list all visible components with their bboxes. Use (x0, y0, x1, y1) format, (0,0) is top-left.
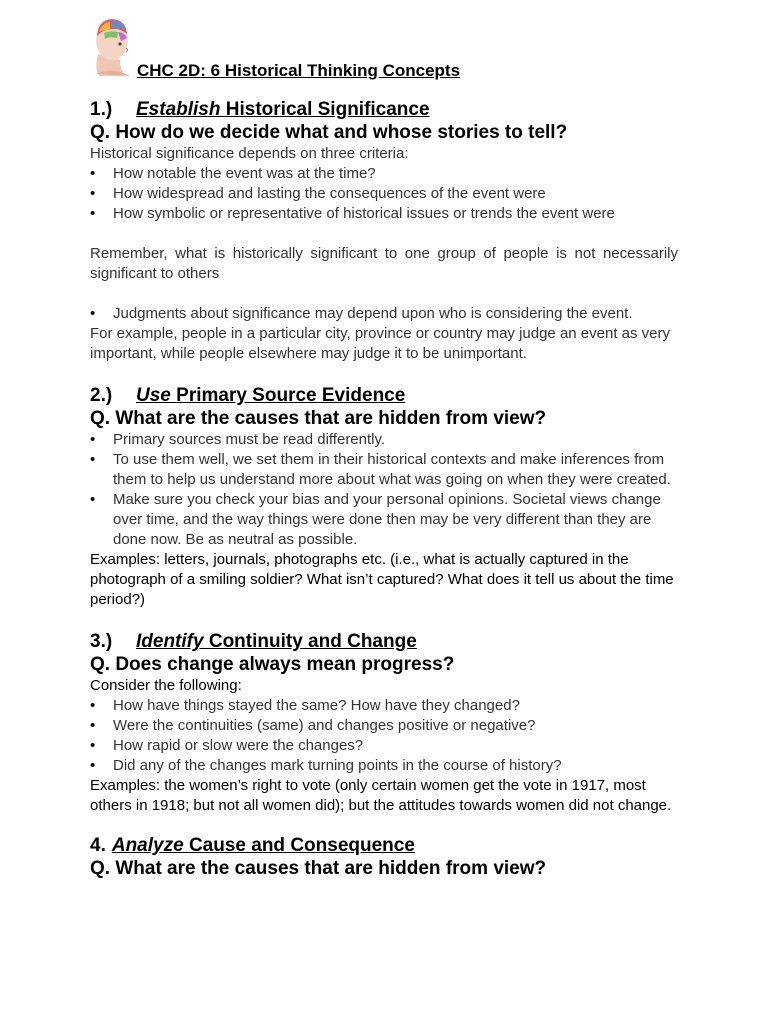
section-number: 2.) (90, 385, 113, 406)
list-item (90, 430, 678, 450)
list-item-text: Did any of the changes mark turning points in the course of history? (113, 757, 562, 774)
brain-head-icon (90, 14, 134, 76)
section-number: 4. (90, 835, 106, 856)
section-number: 3.) (90, 631, 113, 652)
bullet-list (90, 696, 678, 776)
list-item-text: How have things stayed the same? How have they changed? (113, 697, 520, 714)
list-item-text: Were the continuities (same) and changes positive or negative? (113, 717, 536, 734)
section-question: Q. How do we decide what and whose stories to tell? (90, 122, 568, 143)
section-topic: Continuity and Change (208, 631, 417, 652)
list-item (90, 304, 678, 324)
section-verb: Establish (136, 99, 221, 120)
list-item-text: Make sure you check your bias and your personal opinions. Societal views change over time, and the way things were done then may be very different than they are done now. Be as neutral as possible. (113, 491, 661, 548)
example-text: For example, people in a particular city, province or country may judge an event as very important, while people elsewhere may judge it to be unimportant. (90, 325, 671, 362)
section-question: Q. Does change always mean progress? (90, 654, 455, 675)
list-item (90, 184, 678, 204)
document-page (90, 0, 678, 880)
section-historical-significance (90, 98, 678, 364)
bullet-icon: • (90, 431, 96, 448)
section-continuity-and-change (90, 630, 678, 816)
bullet-icon: • (90, 737, 96, 754)
list-item-text: Judgments about significance may depend upon who is considering the event. (113, 305, 633, 322)
document-header (90, 0, 678, 98)
list-item (90, 716, 678, 736)
list-item-text: How widespread and lasting the consequences of the event were (113, 185, 546, 202)
list-item (90, 756, 678, 776)
bullet-icon: • (90, 305, 96, 322)
list-item-text: How symbolic or representative of historical issues or trends the event were (113, 205, 615, 222)
bullet-icon: • (90, 451, 96, 468)
list-item-text: Primary sources must be read differently. (113, 431, 386, 448)
list-item (90, 164, 678, 184)
section-heading (90, 98, 678, 121)
list-item-text: How notable the event was at the time? (113, 165, 376, 182)
section-heading (90, 630, 678, 653)
section-question: Q. What are the causes that are hidden from view? (90, 858, 547, 879)
list-item (90, 204, 678, 224)
section-verb: Analyze (111, 835, 184, 856)
bullet-icon: • (90, 185, 96, 202)
list-item (90, 490, 678, 550)
section-intro: Consider the following: (90, 677, 242, 694)
list-item (90, 736, 678, 756)
section-heading (90, 834, 678, 857)
section-number: 1.) (90, 99, 113, 120)
bullet-list (90, 430, 678, 550)
example-text: Examples: letters, journals, photographs etc. (i.e., what is actually captured in the photograph of a smiling soldier? What isn’t captured? What does it tell us about the time period?) (90, 551, 674, 608)
bullet-icon: • (90, 165, 96, 182)
section-verb: Use (136, 385, 171, 406)
bullet-list (90, 164, 678, 224)
list-item-text: How rapid or slow were the changes? (113, 737, 364, 754)
bullet-list (90, 304, 678, 324)
section-intro: Historical significance depends on three criteria: (90, 145, 409, 162)
remember-note: Remember, what is historically significant to one group of people is not necessarily significant to others (90, 245, 678, 282)
section-heading (90, 384, 678, 407)
list-item (90, 450, 678, 490)
section-verb: Identify (136, 631, 204, 652)
bullet-icon: • (90, 697, 96, 714)
document-title: CHC 2D: 6 Historical Thinking Concepts (137, 61, 461, 80)
section-topic: Historical Significance (225, 99, 430, 120)
bullet-icon: • (90, 205, 96, 222)
section-topic: Cause and Consequence (188, 835, 415, 856)
list-item (90, 696, 678, 716)
example-text: Examples: the women’s right to vote (only certain women get the vote in 1917, most others in 1918; but not all women did); but the attitudes towards women did not change. (90, 777, 672, 814)
bullet-icon: • (90, 757, 96, 774)
section-primary-source-evidence (90, 384, 678, 610)
bullet-icon: • (90, 491, 96, 508)
list-item-text: To use them well, we set them in their historical contexts and make inferences from them to help us understand more about what was going on when they were created. (113, 451, 671, 488)
section-question: Q. What are the causes that are hidden from view? (90, 408, 547, 429)
section-topic: Primary Source Evidence (176, 385, 406, 406)
bullet-icon: • (90, 717, 96, 734)
section-cause-and-consequence (90, 834, 678, 880)
